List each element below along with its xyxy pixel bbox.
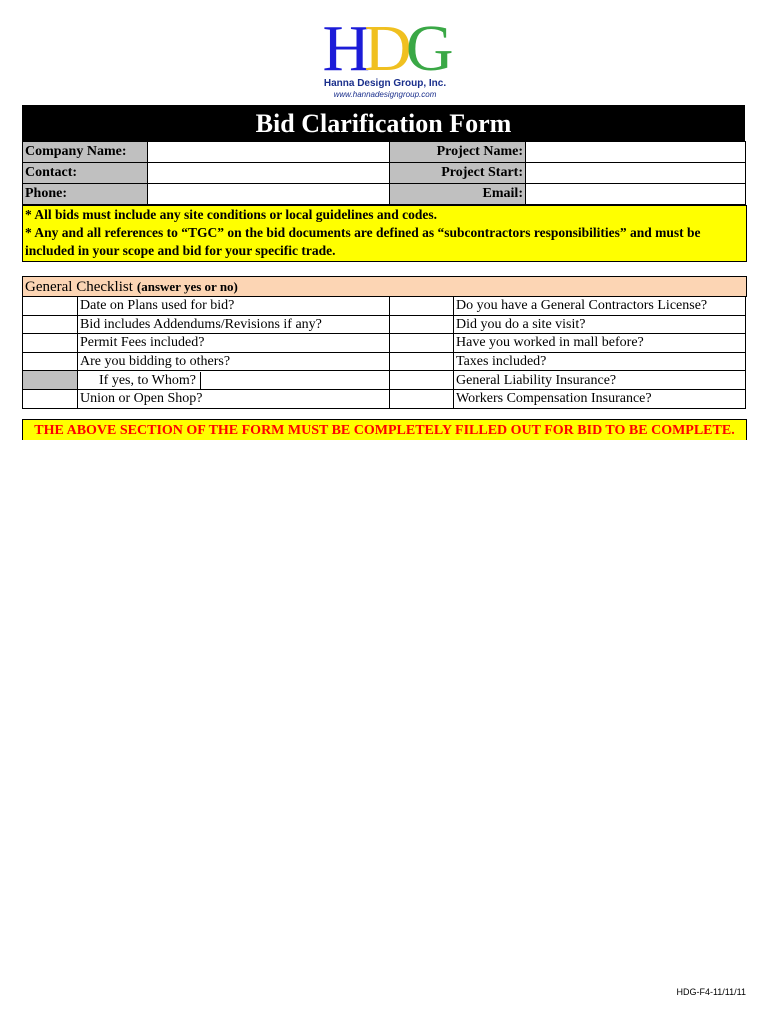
answer-union[interactable]	[23, 389, 78, 408]
contact-label: Contact:	[23, 163, 148, 184]
question-taxes: Taxes included?	[454, 352, 746, 371]
note-site-conditions: * All bids must include any site conditions or local guidelines and codes.	[25, 207, 437, 222]
logo-company-name: Hanna Design Group, Inc.	[323, 78, 447, 89]
checklist-header	[22, 276, 747, 297]
table-row	[23, 352, 746, 371]
table-row	[23, 334, 746, 353]
question-plans-date: Date on Plans used for bid?	[78, 297, 390, 316]
project-name-label: Project Name:	[390, 142, 526, 163]
answer-bidding-others[interactable]	[23, 352, 78, 371]
question-whom: If yes, to Whom?	[80, 372, 201, 389]
form-title: Bid Clarification Form	[22, 105, 745, 141]
project-start-field[interactable]	[526, 163, 746, 184]
email-field[interactable]	[526, 184, 746, 205]
question-whom-cell[interactable]	[78, 371, 390, 390]
question-addendums: Bid includes Addendums/Revisions if any?	[78, 315, 390, 334]
question-permit-fees: Permit Fees included?	[78, 334, 390, 353]
answer-taxes[interactable]	[390, 352, 454, 371]
logo-letter-g: G	[405, 12, 448, 85]
answer-site-visit[interactable]	[390, 315, 454, 334]
question-worked-mall: Have you worked in mall before?	[454, 334, 746, 353]
answer-addendums[interactable]	[23, 315, 78, 334]
question-site-visit: Did you do a site visit?	[454, 315, 746, 334]
checklist-subtitle: (answer yes or no)	[136, 279, 238, 294]
question-liability: General Liability Insurance?	[454, 371, 746, 390]
project-start-label: Project Start:	[390, 163, 526, 184]
note-tgc-references: * Any and all references to “TGC” on the bid documents are defined as “subcontractors responsibilities” and must be included in your scope and bid for your specific trade.	[25, 225, 701, 258]
answer-plans-date[interactable]	[23, 297, 78, 316]
answer-workers-comp[interactable]	[390, 389, 454, 408]
logo-url: www.hannadesigngroup.com	[333, 90, 437, 99]
info-row	[23, 184, 746, 205]
answer-liability[interactable]	[390, 371, 454, 390]
general-checklist	[22, 296, 746, 409]
logo-letter-d: D	[364, 12, 406, 85]
phone-label: Phone:	[23, 184, 148, 205]
company-name-field[interactable]	[148, 142, 390, 163]
phone-field[interactable]	[148, 184, 390, 205]
logo-letter-h: H	[322, 12, 365, 85]
company-logo	[300, 12, 470, 104]
info-row	[23, 142, 746, 163]
answer-contractors-license[interactable]	[390, 297, 454, 316]
checklist-title: General Checklist	[25, 279, 133, 295]
question-union: Union or Open Shop?	[78, 389, 390, 408]
project-name-field[interactable]	[526, 142, 746, 163]
question-contractors-license: Do you have a General Contractors License?	[454, 297, 746, 316]
contact-field[interactable]	[148, 163, 390, 184]
table-row	[23, 389, 746, 408]
answer-worked-mall[interactable]	[390, 334, 454, 353]
answer-permit-fees[interactable]	[23, 334, 78, 353]
answer-whom-blocked	[23, 371, 78, 390]
company-name-label: Company Name:	[23, 142, 148, 163]
table-row	[23, 315, 746, 334]
table-row	[23, 297, 746, 316]
question-workers-comp: Workers Compensation Insurance?	[454, 389, 746, 408]
contact-info-grid	[22, 141, 746, 205]
form-code: HDG-F4-11/11/11	[676, 987, 746, 997]
email-label: Email:	[390, 184, 526, 205]
question-bidding-others: Are you bidding to others?	[78, 352, 390, 371]
completion-warning: THE ABOVE SECTION OF THE FORM MUST BE COMPLETELY FILLED OUT FOR BID TO BE COMPLETE.	[22, 419, 747, 440]
bid-notes	[22, 205, 747, 262]
table-row	[23, 371, 746, 390]
info-row	[23, 163, 746, 184]
